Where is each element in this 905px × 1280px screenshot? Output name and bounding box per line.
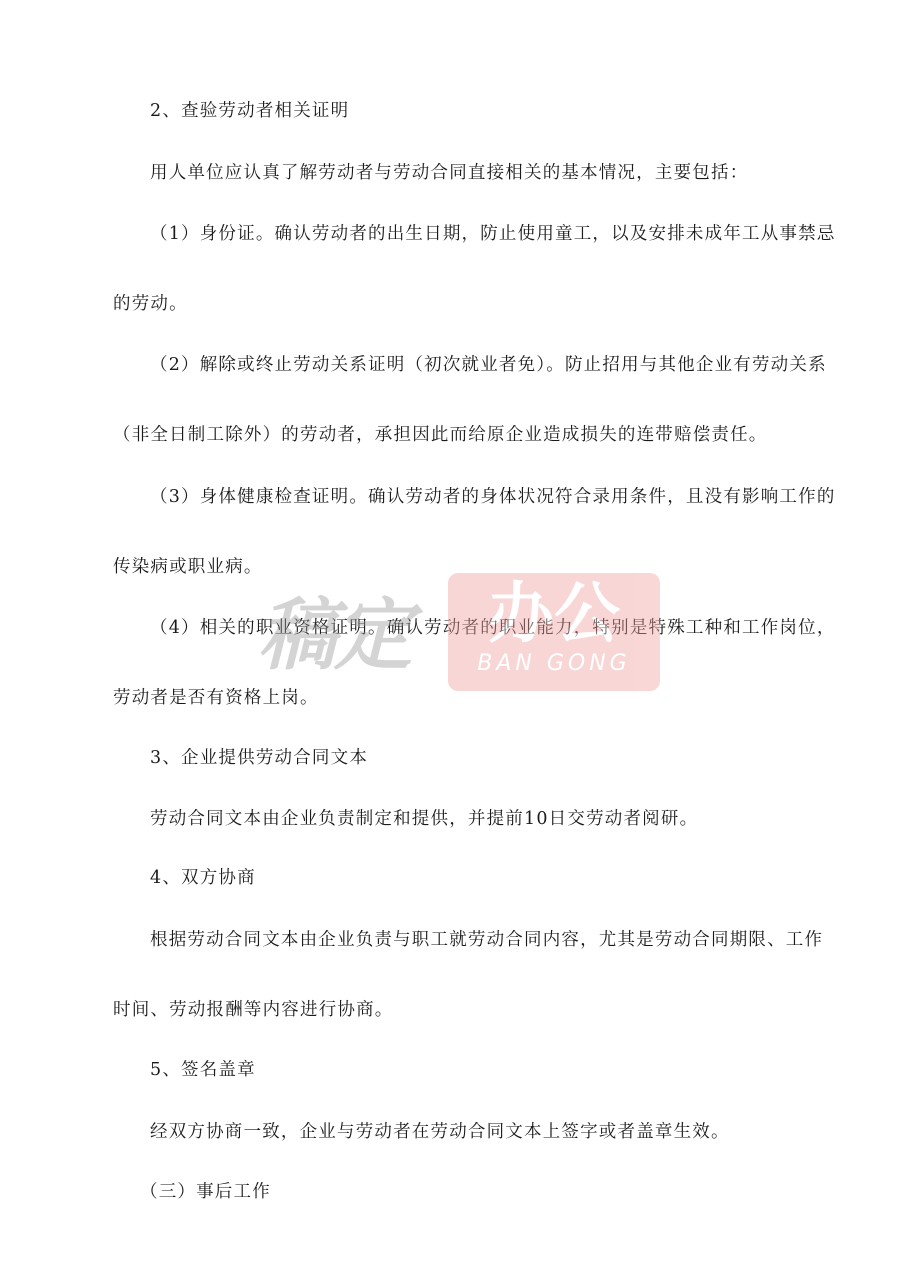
section-heading-3rd: （三）事后工作 (140, 1182, 271, 1202)
watermark-box-text: 办公 (488, 575, 620, 652)
list-item-4-line-1: （4）相关的职业资格证明。确认劳动者的职业能力，特别是特殊工种和工作岗位， (150, 618, 836, 638)
list-item-3-line-1: （3）身体健康检查证明。确认劳动者的身体状况符合录用条件，且没有影响工作的 (150, 487, 836, 507)
list-item-1-line-1: （1）身份证。确认劳动者的出生日期，防止使用童工，以及安排未成年工从事禁忌 (150, 224, 836, 244)
list-item-2-line-2: （非全日制工除外）的劳动者，承担因此而给原企业造成损失的连带赔偿责任。 (113, 425, 768, 445)
paragraph-4-line-1: 根据劳动合同文本由企业负责与职工就劳动合同内容，尤其是劳动合同期限、工作 (150, 930, 824, 950)
watermark-left-text: 稿定 (258, 591, 411, 681)
paragraph-5: 经双方协商一致，企业与劳动者在劳动合同文本上签字或者盖章生效。 (150, 1122, 730, 1142)
section-heading-5: 5、签名盖章 (150, 1060, 256, 1080)
list-item-2-line-1: （2）解除或终止劳动关系证明（初次就业者免）。防止招用与其他企业有劳动关系 (150, 355, 827, 375)
list-item-3-line-2: 传染病或职业病。 (113, 557, 263, 577)
section-heading-2: 2、查验劳动者相关证明 (150, 101, 350, 121)
list-item-1-line-2: 的劳动。 (113, 294, 188, 314)
section-heading-4: 4、双方协商 (150, 868, 256, 888)
section-heading-3: 3、企业提供劳动合同文本 (150, 748, 369, 768)
paragraph-4-line-2: 时间、劳动报酬等内容进行协商。 (113, 1000, 394, 1020)
paragraph-intro: 用人单位应认真了解劳动者与劳动合同直接相关的基本情况，主要包括： (150, 163, 749, 183)
watermark-box-subtext: BAN GONG (477, 651, 631, 676)
paragraph-3: 劳动合同文本由企业负责制定和提供，并提前10日交劳动者阅研。 (150, 809, 699, 829)
list-item-4-line-2: 劳动者是否有资格上岗。 (113, 688, 319, 708)
